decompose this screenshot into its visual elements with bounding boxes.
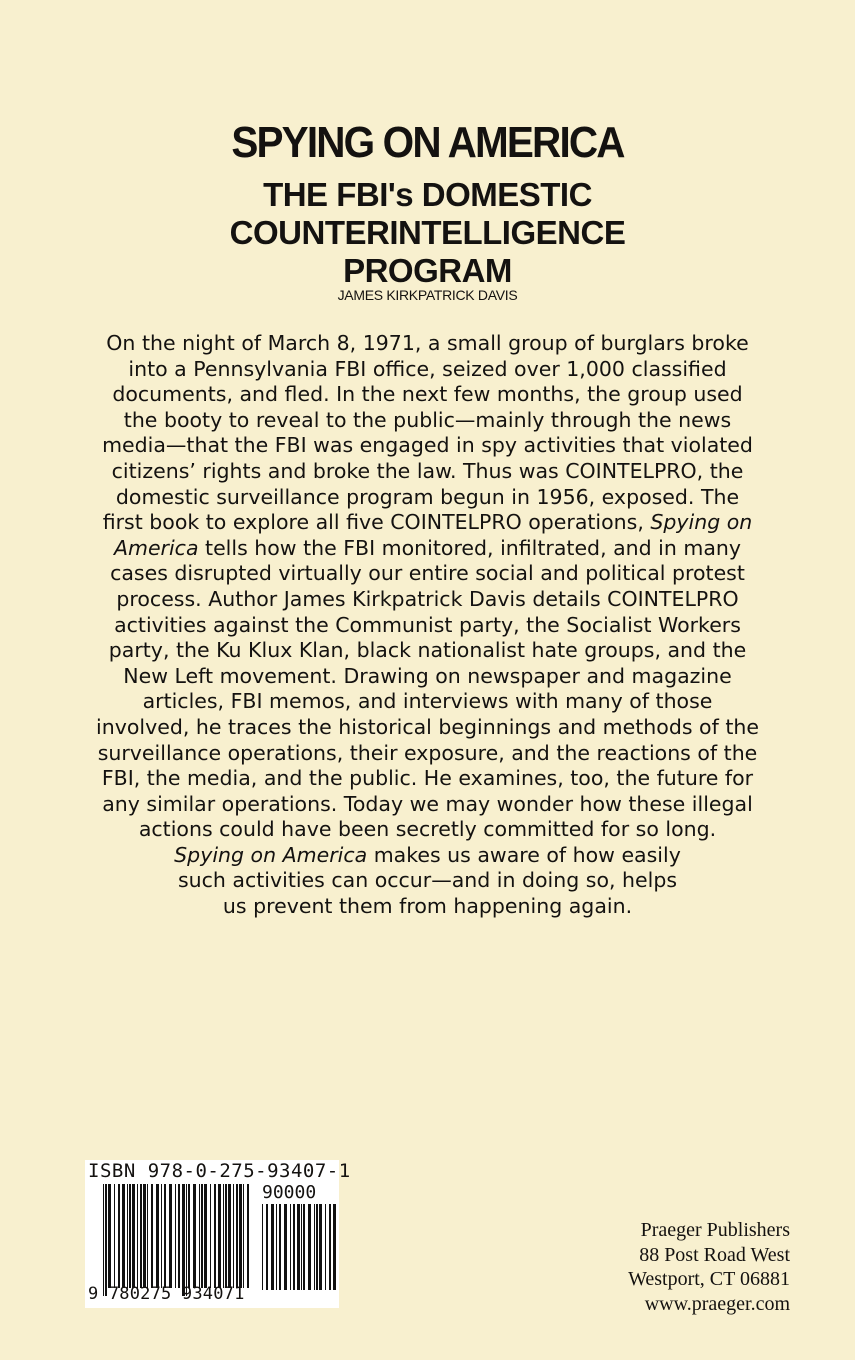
description-text-5: us prevent them from happening again. (222, 894, 633, 919)
author-name: JAMES KIRKPATRICK DAVIS (337, 287, 518, 303)
barcode-digits: 9 780275 934071 (88, 1284, 245, 1304)
publisher-city: Westport, CT 06881 (628, 1268, 790, 1290)
isbn-label: ISBN 978-0-275-93407-1 (88, 1160, 351, 1182)
barcode-addon-bars (262, 1204, 336, 1298)
description-italic-title-1: Spying on America (113, 510, 753, 560)
book-description (95, 331, 760, 920)
description-text-3: makes us aware of how easily (367, 842, 681, 867)
description-paragraph (95, 331, 760, 920)
description-text-1: On the night of March 8, 1971, a small group of burglars broke into a Pennsylvania FBI office, seized over 1,000 classified documents, and fled. In the next few months, the group used the booty to reveal to the public—mainly through the news media—that the FBI was engaged in spy activities that violated citizens’ rights and broke the law. Thus was COINTELPRO, the domestic surveillance program begun in 1956, exposed. The first book to explore all five COINTELPRO operations, (102, 331, 753, 535)
publisher-website: www.praeger.com (644, 1292, 790, 1315)
description-italic-title-2: Spying on America (174, 842, 368, 867)
book-title: SPYING ON AMERICA (231, 118, 624, 167)
description-text-2: tells how the FBI monitored, infiltrated, and in many cases disrupted virtually our entire social and political protest process. Author James Kirkpatrick Davis details COINTELPRO activities against the Communist party, the Socialist Workers party, the Ku Klux Klan, black nationalist hate groups, and the New Left movement. Drawing on newspaper and magazine articles, FBI memos, and interviews with many of those involved, he traces the historical beginnings and methods of the surveillance operations, their exposure, and the reactions of the FBI, the media, and the public. He examines, too, the future for any similar operations. Today we may wonder how these illegal actions could have been secretly committed for so long. (96, 535, 759, 842)
publisher-street: 88 Post Road West (639, 1243, 790, 1266)
price-code: 90000 (262, 1182, 317, 1203)
publisher-info (628, 1218, 790, 1316)
book-subtitle (0, 176, 855, 290)
subtitle-line-3: PROGRAM (343, 252, 512, 289)
subtitle-line-1: THE FBI's DOMESTIC (263, 176, 592, 213)
description-text-4: such activities can occur—and in doing so, helps (177, 868, 678, 893)
subtitle-line-2: COUNTERINTELLIGENCE (229, 214, 626, 251)
publisher-name: Praeger Publishers (640, 1219, 790, 1241)
barcode-bars (103, 1184, 251, 1296)
